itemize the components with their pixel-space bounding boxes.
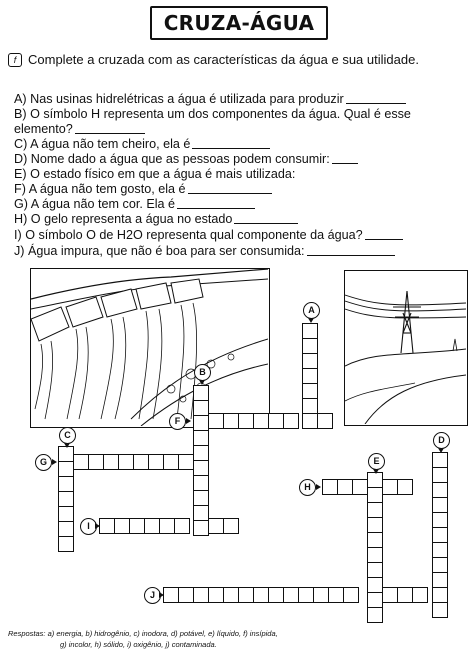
question-b-text-cont: elemento? xyxy=(14,122,73,136)
cell-a-7[interactable] xyxy=(302,413,318,429)
arrow-f-icon xyxy=(186,418,191,424)
answer-key xyxy=(8,628,278,650)
cell-c-5[interactable] xyxy=(58,506,74,522)
cell-i-6[interactable] xyxy=(174,518,190,534)
answer-key-line-1: Respostas: a) energia, b) hidrogênio, c) inodora, d) potável, e) líquido, f) insípida, xyxy=(8,629,278,638)
cell-b-9[interactable] xyxy=(193,505,209,521)
arrow-g-icon xyxy=(52,459,57,465)
cell-d-9[interactable] xyxy=(432,572,448,588)
question-d-text: D) Nome dado a água que as pessoas podem consumir: xyxy=(14,152,330,166)
cell-b-2[interactable] xyxy=(193,400,209,416)
cell-d-2[interactable] xyxy=(432,467,448,483)
instruction-badge: f xyxy=(8,53,22,67)
instruction xyxy=(8,52,419,67)
answer-blank-f[interactable] xyxy=(188,182,272,194)
cell-b-1[interactable] xyxy=(193,385,209,401)
cell-e-6[interactable] xyxy=(367,547,383,563)
cell-g-4[interactable] xyxy=(103,454,119,470)
cell-j-12[interactable] xyxy=(328,587,344,603)
power-tower-icon xyxy=(345,271,466,424)
cell-i-2[interactable] xyxy=(114,518,130,534)
cell-j-6[interactable] xyxy=(238,587,254,603)
cell-j-3[interactable] xyxy=(193,587,209,603)
cell-a-1[interactable] xyxy=(302,323,318,339)
cell-a-2[interactable] xyxy=(302,338,318,354)
cell-f-2[interactable] xyxy=(208,413,224,429)
cell-d-10[interactable] xyxy=(432,587,448,603)
arrow-a-icon xyxy=(308,318,314,323)
cell-j-8[interactable] xyxy=(268,587,284,603)
cell-j-16[interactable] xyxy=(397,587,413,603)
cell-a-4[interactable] xyxy=(302,368,318,384)
cell-g-6[interactable] xyxy=(133,454,149,470)
cell-e-3[interactable] xyxy=(367,502,383,518)
cell-b-4[interactable] xyxy=(193,430,209,446)
marker-h: H xyxy=(299,479,316,496)
marker-g: G xyxy=(35,454,52,471)
cell-g-2[interactable] xyxy=(73,454,89,470)
question-e xyxy=(14,167,295,182)
cell-g-9[interactable] xyxy=(178,454,194,470)
cell-d-3[interactable] xyxy=(432,482,448,498)
question-i xyxy=(14,228,403,243)
arrow-h-icon xyxy=(316,484,321,490)
cell-h-2[interactable] xyxy=(337,479,353,495)
question-b xyxy=(14,107,411,122)
question-f xyxy=(14,182,272,197)
cell-e-7[interactable] xyxy=(367,562,383,578)
question-c xyxy=(14,137,270,152)
cell-c-3[interactable] xyxy=(58,476,74,492)
question-g-text: G) A água não tem cor. Ela é xyxy=(14,197,176,211)
arrow-j-icon xyxy=(159,592,164,598)
cell-j-7[interactable] xyxy=(253,587,269,603)
cell-j-1[interactable] xyxy=(163,587,179,603)
cell-g-7[interactable] xyxy=(148,454,164,470)
cell-j-10[interactable] xyxy=(298,587,314,603)
arrow-i-icon xyxy=(95,523,100,529)
question-j xyxy=(14,244,395,259)
cell-e-5[interactable] xyxy=(367,532,383,548)
question-d xyxy=(14,152,358,167)
cell-g-8[interactable] xyxy=(163,454,179,470)
cell-h-6[interactable] xyxy=(397,479,413,495)
answer-blank-i[interactable] xyxy=(365,228,403,240)
cell-e-8[interactable] xyxy=(367,577,383,593)
cell-c-2[interactable] xyxy=(58,461,74,477)
cell-d-7[interactable] xyxy=(432,542,448,558)
worksheet-title: CRUZA-ÁGUA xyxy=(150,6,328,40)
question-a xyxy=(14,92,406,107)
answer-blank-a[interactable] xyxy=(346,92,406,104)
cell-i-9[interactable] xyxy=(223,518,239,534)
question-c-text: C) A água não tem cheiro, ela é xyxy=(14,137,191,151)
cell-j-15[interactable] xyxy=(382,587,398,603)
answer-blank-g[interactable] xyxy=(177,197,255,209)
marker-c: C xyxy=(59,427,76,444)
marker-e: E xyxy=(368,453,385,470)
cell-d-4[interactable] xyxy=(432,497,448,513)
cell-b-8[interactable] xyxy=(193,490,209,506)
cell-e-2[interactable] xyxy=(367,487,383,503)
arrow-b-icon xyxy=(199,380,205,385)
marker-d: D xyxy=(433,432,450,449)
cell-c-4[interactable] xyxy=(58,491,74,507)
cell-c-1[interactable] xyxy=(58,446,74,462)
cell-b-7[interactable] xyxy=(193,475,209,491)
question-a-text: A) Nas usinas hidrelétricas a água é utilizada para produzir xyxy=(14,92,344,106)
cell-b-10[interactable] xyxy=(193,520,209,536)
instruction-text: Complete a cruzada com as características da água e sua utilidade. xyxy=(28,52,419,67)
cell-d-11[interactable] xyxy=(432,602,448,618)
cell-a-5[interactable] xyxy=(302,383,318,399)
question-h-text: H) O gelo representa a água no estado xyxy=(14,212,233,226)
cell-a-6[interactable] xyxy=(302,398,318,414)
answer-blank-c[interactable] xyxy=(192,137,270,149)
cell-j-4[interactable] xyxy=(208,587,224,603)
cell-f-5[interactable] xyxy=(253,413,269,429)
cell-f-9[interactable] xyxy=(317,413,333,429)
cell-c-7[interactable] xyxy=(58,536,74,552)
arrow-c-icon xyxy=(64,443,70,448)
cell-d-1[interactable] xyxy=(432,452,448,468)
question-j-text: J) Água impura, que não é boa para ser consumida: xyxy=(14,244,305,258)
cell-c-6[interactable] xyxy=(58,521,74,537)
question-h xyxy=(14,212,298,227)
dam-illustration xyxy=(30,268,270,428)
cell-f-3[interactable] xyxy=(223,413,239,429)
cell-i-4[interactable] xyxy=(144,518,160,534)
cell-h-5[interactable] xyxy=(382,479,398,495)
cell-j-2[interactable] xyxy=(178,587,194,603)
answer-blank-h[interactable] xyxy=(234,212,298,224)
question-b-text: B) O símbolo H representa um dos componentes da água. Qual é esse xyxy=(14,107,411,121)
marker-a: A xyxy=(303,302,320,319)
marker-j: J xyxy=(144,587,161,604)
cell-f-4[interactable] xyxy=(238,413,254,429)
cell-e-4[interactable] xyxy=(367,517,383,533)
cell-f-6[interactable] xyxy=(268,413,284,429)
cell-i-5[interactable] xyxy=(159,518,175,534)
cell-j-17[interactable] xyxy=(412,587,428,603)
cell-i-3[interactable] xyxy=(129,518,145,534)
cell-i-1[interactable] xyxy=(99,518,115,534)
question-i-text: I) O símbolo O de H2O representa qual componente da água? xyxy=(14,228,363,242)
marker-f: F xyxy=(169,413,186,430)
marker-b: B xyxy=(194,364,211,381)
arrow-d-icon xyxy=(438,448,444,453)
answer-blank-j[interactable] xyxy=(307,244,395,256)
cell-e-1[interactable] xyxy=(367,472,383,488)
cell-h-1[interactable] xyxy=(322,479,338,495)
cell-b-5[interactable] xyxy=(193,445,209,461)
cell-e-10[interactable] xyxy=(367,607,383,623)
cell-h-3[interactable] xyxy=(352,479,368,495)
dam-icon xyxy=(31,269,268,426)
question-g xyxy=(14,197,255,212)
cell-j-13[interactable] xyxy=(343,587,359,603)
cell-g-5[interactable] xyxy=(118,454,134,470)
marker-i: I xyxy=(80,518,97,535)
cell-f-7[interactable] xyxy=(283,413,299,429)
cell-b-3[interactable] xyxy=(193,415,209,431)
cell-d-8[interactable] xyxy=(432,557,448,573)
cell-j-11[interactable] xyxy=(313,587,329,603)
cell-d-6[interactable] xyxy=(432,527,448,543)
cell-i-8[interactable] xyxy=(208,518,224,534)
cell-j-9[interactable] xyxy=(283,587,299,603)
answer-blank-b[interactable] xyxy=(75,122,145,134)
arrow-e-icon xyxy=(373,469,379,474)
cell-a-3[interactable] xyxy=(302,353,318,369)
cell-e-9[interactable] xyxy=(367,592,383,608)
question-e-text: E) O estado físico em que a água é mais utilizada: xyxy=(14,167,296,181)
cell-d-5[interactable] xyxy=(432,512,448,528)
cell-b-6[interactable] xyxy=(193,460,209,476)
answer-key-line-2: g) incolor, h) sólido, i) oxigênio, j) contaminada. xyxy=(60,640,217,649)
cell-j-5[interactable] xyxy=(223,587,239,603)
question-f-text: F) A água não tem gosto, ela é xyxy=(14,182,186,196)
cell-g-3[interactable] xyxy=(88,454,104,470)
answer-blank-d[interactable] xyxy=(332,152,358,164)
question-b-cont xyxy=(14,122,145,137)
power-tower-illustration xyxy=(344,270,468,426)
